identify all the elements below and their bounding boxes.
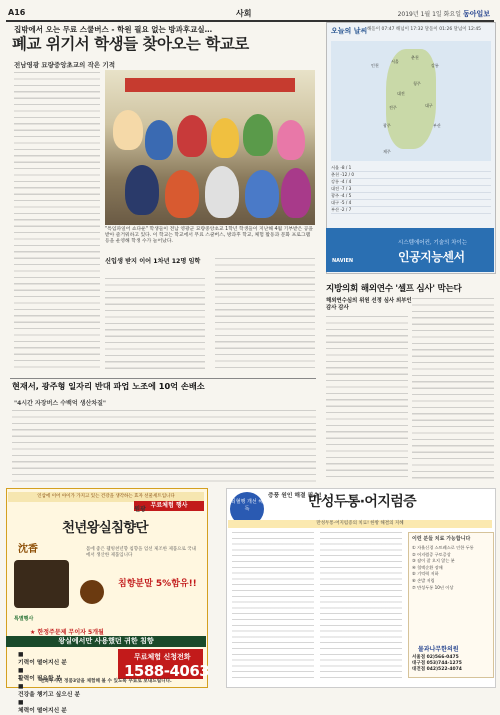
article3-body-col1 — [326, 316, 408, 482]
article-kicker: 집밖에서 오는 무료 스쿨버스 - 학원 필요 없는 방과후교실… — [14, 25, 213, 34]
city-label: 서울 — [391, 59, 399, 64]
article-subhead: 전남영광 묘량중앙초교의 작은 기적 — [14, 61, 115, 69]
incense-ad-title: 천년왕실침향단 — [62, 520, 148, 536]
clinic-ad-body-col2 — [320, 532, 402, 680]
product-box-image — [14, 560, 69, 608]
list-item: ■ 체력이 떨어지신 분 — [18, 700, 67, 714]
aircon-ad-title: 인공지능센서 — [398, 250, 465, 264]
list-item: ■ 활력이 필요한 분 — [18, 668, 62, 682]
incense-ad-discount: 침향분말 5%함유!! — [118, 579, 197, 589]
clinic-ad-band: 만성두통·어지럼증의 치료! 한방 해결의 지혜 — [228, 520, 492, 528]
divider — [10, 378, 316, 379]
clinic-name: 물과나무한의원 — [418, 646, 459, 653]
article2-body — [12, 410, 316, 482]
article-body-col1 — [14, 72, 100, 372]
city-label: 강릉 — [431, 63, 439, 68]
weather-row: 대전 -7 / 3 — [331, 186, 491, 193]
phone-number: 1588-4063 — [124, 662, 210, 680]
weather-row: 부산 -2 / 7 — [331, 207, 491, 214]
photo-caption: "특임파일어 쇼다운" 학생들이 전남 영광군 묘량중앙초교 1학년 학생들이 지난해 4월 기부받은 공을 받아 즐거워하고 있다. 이 학교는 학교에서 무료 스쿨버스, 방과후 학교, 체험 활동과 문화 프로그램 등을 운영해 학생 수가 늘어났다. — [105, 227, 314, 245]
city-label: 부산 — [433, 123, 441, 128]
call-label: 무료체험 신청전화 — [134, 653, 191, 661]
city-label: 청주 — [413, 81, 421, 86]
clinic-ad-badge: 뇌혈행 개선 해독 — [230, 492, 264, 526]
list-item: ① 자율신경 스트레스로 인한 두통 — [412, 545, 474, 550]
clinic-phone: 대전점 042)522-4074 — [412, 667, 462, 672]
page-number: A16 — [8, 8, 26, 17]
clinic-ad-panel-title: 이런 분들 치료 가능합니다 — [412, 536, 471, 542]
clinic-phone-list — [412, 655, 462, 673]
city-label: 광주 — [383, 123, 391, 128]
section-title: 사회 — [236, 9, 252, 18]
list-item: ■ 건강을 챙기고 싶으신 분 — [18, 684, 81, 698]
clinic-ad-lead: 증풍 원인 해결 필수! — [268, 493, 322, 499]
list-item: ⑤ 기억력 저하 — [412, 571, 439, 577]
weather-row: 대구 -5 / 4 — [331, 200, 491, 207]
article-kicker-3: 해외연수심의 위원 선정 심사 외부인 감사 감사 — [326, 298, 412, 311]
list-item: ③ 잠이 잘 오지 않는 분 — [412, 558, 455, 564]
article-headline-2: 현재서, 광주형 일자리 반대 파업 노조에 10억 손배소 — [12, 381, 205, 391]
incense-ad-offer: ★ 한정주문제 무이자 5개월 — [30, 629, 104, 636]
weather-row: 강릉 -4 / 4 — [331, 179, 491, 186]
issue-info: 2019년 1월 1일 화요일 동아일보 — [397, 10, 490, 18]
list-item: ② 어지럼증 구토증상 — [412, 551, 451, 557]
clinic-ad-panel-list — [412, 545, 490, 591]
incense-ad-special: 특별행사 — [14, 616, 34, 622]
city-label: 대구 — [425, 103, 433, 108]
clinic-ad-body-col1 — [232, 532, 314, 680]
article-headline-3: 지방의회 해외연수 '셀프 심사' 막는다 — [326, 284, 462, 294]
city-label: 인천 — [371, 63, 379, 68]
article3-body-col2 — [412, 298, 494, 482]
article-headline: 폐교 위기서 학생들 찾아오는 학교로 — [12, 35, 249, 53]
list-item: ⑥ 손발 저림 — [412, 577, 435, 583]
article-kicker-2: "4시간 자장버스 수백억 생산차질" — [14, 400, 107, 407]
weather-map — [331, 41, 491, 161]
incense-ad-promo: 무료체험 행사 — [134, 501, 204, 511]
clinic-phone: 대구점 053)744-1275 — [412, 661, 462, 666]
clinic-ad-title: 만성두통·어지럼증 — [308, 494, 417, 510]
incense-ad-footer: 전화주시면 정품3알을 체험해 볼 수 있도록 무료로 보내드립니다. — [40, 679, 172, 684]
weather-row: 광주 -4 / 5 — [331, 193, 491, 200]
article-subhead-1: 신입생 받지 이어 1차년 12명 임학 — [105, 258, 201, 265]
weather-row: 서울 -8 / 1 — [331, 165, 491, 172]
city-label: 대전 — [397, 91, 405, 96]
incense-ad-banner: 왕실에서만 사용했던 귀한 침향 — [6, 636, 206, 647]
list-item: ■ 기력이 떨어지신 분 — [18, 652, 67, 666]
product-pill-image — [80, 580, 104, 604]
incense-ad-hanja: 沈香 — [18, 544, 38, 555]
incense-ad-brand: 원광 — [134, 506, 146, 513]
weather-table — [331, 165, 491, 214]
weather-strip: 해돋이 07:47 해넘이 17:32 달돋이 01:26 달넘이 12:45 — [367, 27, 482, 32]
list-item: ④ 혈액순환 장애 — [412, 564, 443, 570]
list-item: ⑦ 만성두통 10년 이상 — [412, 584, 454, 590]
weather-row: 춘천 -12 / 0 — [331, 172, 491, 179]
city-label: 제주 — [383, 149, 391, 154]
incense-ad-header: 인삼에 이어 아이가 가지고 있는 건강을 생각하는 효자 선물세트입니다 — [8, 492, 204, 502]
clinic-phone: 서울점 02)566-0475 — [412, 655, 459, 660]
city-label: 전주 — [389, 105, 397, 110]
incense-ad-description: 몸에 좋은 웰빙천년향 침향을 엄선 제조한 제품으로 국내에서 생산한 제품입니다 — [86, 547, 196, 558]
masthead — [6, 6, 494, 22]
weather-title: 오늘의 날씨 — [331, 27, 368, 35]
article-body-col3 — [215, 258, 315, 373]
city-label: 춘천 — [411, 55, 419, 60]
aircon-ad-brand: NAVIEN — [332, 258, 354, 264]
article-body-col2 — [105, 278, 205, 373]
aircon-ad-tagline: 시스템에어컨, 기술의 차이는 — [398, 240, 468, 246]
article-photo — [105, 70, 315, 225]
photo-banner — [125, 78, 295, 92]
